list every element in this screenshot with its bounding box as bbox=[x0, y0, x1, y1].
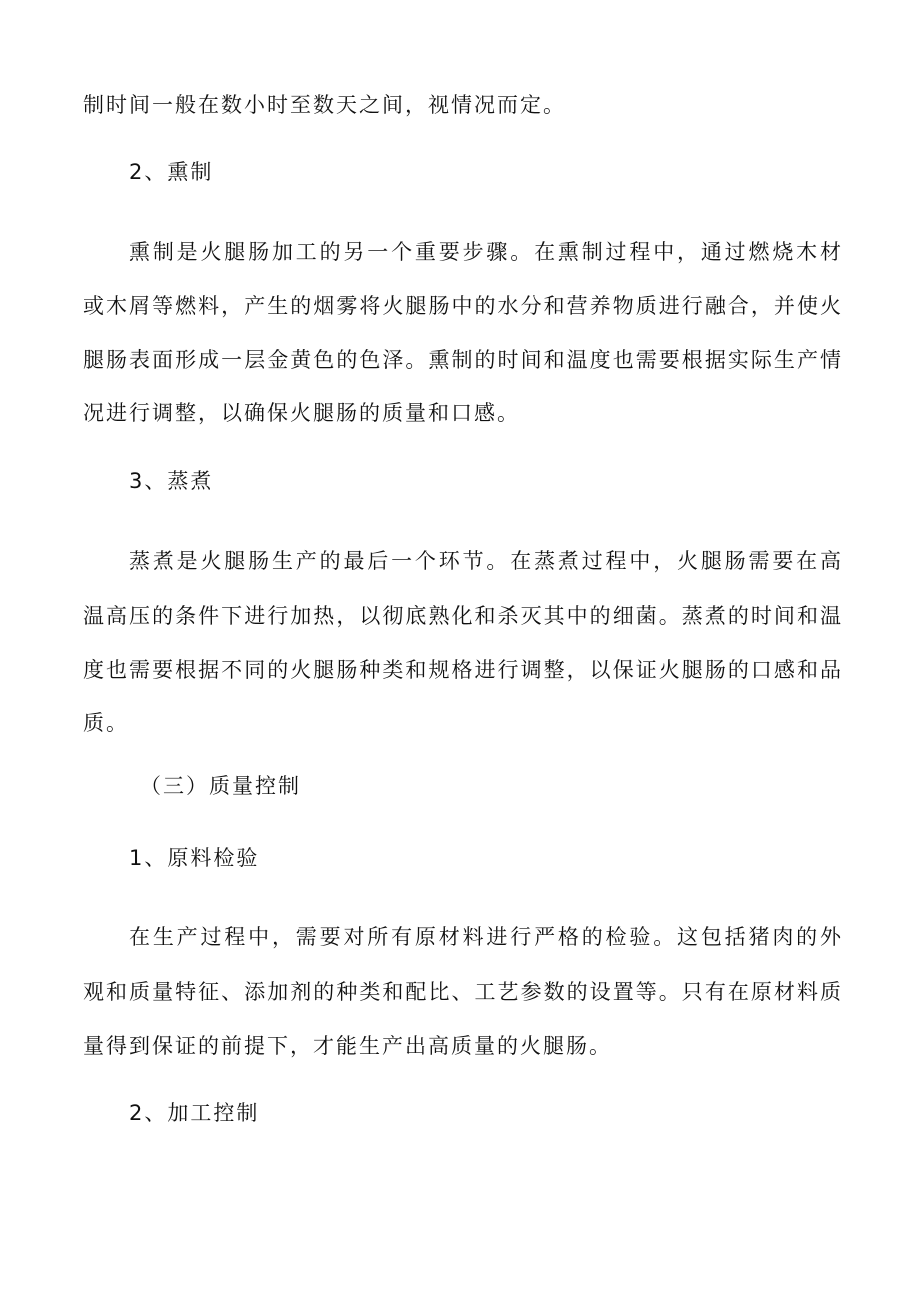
paragraph-line: 况进行调整，以确保火腿肠的质量和口感。 bbox=[83, 401, 520, 425]
paragraph-line: 制时间一般在数小时至数天之间，视情况而定。 bbox=[83, 93, 566, 117]
paragraph-line: 量得到保证的前提下，才能生产出高质量的火腿肠。 bbox=[83, 1034, 612, 1058]
paragraph-line: 温高压的条件下进行加热，以彻底熟化和杀灭其中的细菌。蒸煮的时间和温 bbox=[83, 604, 843, 628]
paragraph-line: 质。 bbox=[83, 711, 129, 735]
section-heading-smoking: 2、熏制 bbox=[129, 160, 214, 184]
paragraph-line: 度也需要根据不同的火腿肠种类和规格进行调整，以保证火腿肠的口感和品 bbox=[83, 658, 843, 682]
paragraph-line: 观和质量特征、添加剂的种类和配比、工艺参数的设置等。只有在原材料质 bbox=[83, 980, 843, 1004]
section-heading-material-inspection: 1、原料检验 bbox=[129, 846, 260, 870]
section-title-quality-control: （三）质量控制 bbox=[140, 774, 301, 798]
paragraph-line: 或木屑等燃料，产生的烟雾将火腿肠中的水分和营养物质进行融合，并使火 bbox=[83, 294, 843, 318]
paragraph-line: 蒸煮是火腿肠生产的最后一个环节。在蒸煮过程中，火腿肠需要在高 bbox=[129, 549, 843, 573]
section-heading-process-control: 2、加工控制 bbox=[129, 1101, 260, 1125]
section-heading-steaming: 3、蒸煮 bbox=[129, 469, 214, 493]
paragraph-line: 熏制是火腿肠加工的另一个重要步骤。在熏制过程中，通过燃烧木材 bbox=[129, 240, 843, 264]
paragraph-line: 腿肠表面形成一层金黄色的色泽。熏制的时间和温度也需要根据实际生产情 bbox=[83, 348, 843, 372]
paragraph-line: 在生产过程中，需要对所有原材料进行严格的检验。这包括猪肉的外 bbox=[129, 925, 843, 949]
